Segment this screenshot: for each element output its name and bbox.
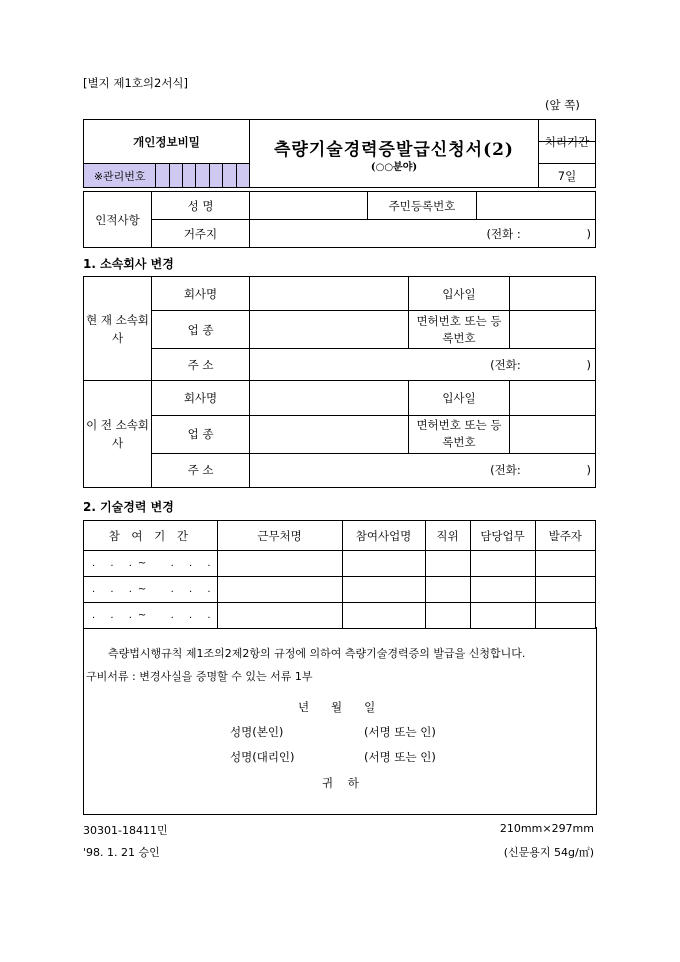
- company-name-field[interactable]: [250, 381, 409, 415]
- management-number-box[interactable]: [156, 164, 169, 188]
- client-field[interactable]: [535, 577, 595, 603]
- paper-type: (신문용지 54g/㎡): [503, 846, 594, 859]
- applicant-signature-note[interactable]: (서명 또는 인): [364, 725, 436, 739]
- license-label: 면허번호 또는 등록번호: [409, 311, 510, 349]
- join-date-label: 입사일: [409, 277, 510, 311]
- rrn-label: 주민등록번호: [368, 192, 477, 220]
- management-number-box[interactable]: [183, 164, 196, 188]
- personal-info-table: [83, 191, 596, 248]
- industry-field[interactable]: [250, 415, 409, 453]
- company-address-label: 주 소: [152, 453, 250, 487]
- position-field[interactable]: [425, 603, 470, 629]
- company-phone-hint: (전화: ): [490, 357, 591, 372]
- privacy-label: 개인정보비밀: [84, 120, 250, 164]
- client-field[interactable]: [535, 603, 595, 629]
- processing-divider: [539, 119, 596, 142]
- processing-period-value: 7일: [539, 164, 596, 188]
- workplace-field[interactable]: [217, 577, 342, 603]
- name-label: 성 명: [152, 192, 250, 220]
- required-documents: 구비서류 : 변경사실을 증명할 수 있는 서류 1부: [86, 670, 313, 683]
- paper-size: 210mm×297mm: [499, 822, 594, 835]
- column-header: 참여사업명: [342, 521, 425, 551]
- name-field[interactable]: [250, 192, 368, 220]
- agent-signature-note[interactable]: (서명 또는 인): [364, 750, 436, 764]
- section1-title: 1. 소속회사 변경: [83, 257, 174, 271]
- column-header: 참 여 기 간: [84, 521, 218, 551]
- recipient-line: 귀 하: [322, 776, 359, 790]
- date-line: 년 월 일: [298, 700, 376, 714]
- industry-field[interactable]: [250, 311, 409, 349]
- company-phone-hint: (전화: ): [490, 463, 591, 478]
- management-number-box[interactable]: [236, 164, 249, 188]
- management-number-box[interactable]: [223, 164, 236, 188]
- period-field[interactable]: . . .~ . . .: [84, 577, 218, 603]
- form-code: 30301-18411민: [83, 824, 168, 837]
- rrn-field[interactable]: [477, 192, 596, 220]
- workplace-field[interactable]: [217, 603, 342, 629]
- form-title: 측량기술경력증발급신청서(2): [274, 139, 514, 160]
- management-number-box[interactable]: [196, 164, 209, 188]
- company-address-label: 주 소: [152, 349, 250, 381]
- address-label: 거주지: [152, 220, 250, 248]
- statement-text: 측량법시행규칙 제1조의2제2항의 규정에 의하여 측량기술경력증의 발급을 신청합니다.: [108, 647, 526, 660]
- period-field[interactable]: . . .~ . . .: [84, 603, 218, 629]
- form-number-label: [별지 제1호의2서식]: [83, 76, 189, 90]
- management-number-box[interactable]: [169, 164, 182, 188]
- license-field[interactable]: [510, 311, 596, 349]
- column-header: 직위: [425, 521, 470, 551]
- period-field[interactable]: . . .~ . . .: [84, 551, 218, 577]
- duty-field[interactable]: [470, 603, 535, 629]
- column-header: 발주자: [535, 521, 595, 551]
- header-table: [83, 119, 596, 188]
- previous-company-label: 이 전 소속회사: [84, 381, 152, 488]
- processing-period-label: 처리기간: [539, 120, 596, 164]
- company-change-table: [83, 276, 596, 488]
- applicant-name-label: 성명(본인): [230, 725, 284, 739]
- duty-field[interactable]: [470, 551, 535, 577]
- title-cell: [250, 120, 539, 188]
- company-name-label: 회사명: [152, 277, 250, 311]
- section2-title: 2. 기술경력 변경: [83, 500, 174, 514]
- form-subtitle: (○○분야): [370, 161, 418, 173]
- license-label: 면허번호 또는 등록번호: [409, 415, 510, 453]
- join-date-field[interactable]: [510, 277, 596, 311]
- phone-hint: (전화 : ): [486, 226, 591, 241]
- company-address-field[interactable]: [250, 453, 596, 487]
- statement-box: [83, 627, 597, 815]
- industry-label: 업 종: [152, 415, 250, 453]
- approval-date: '98. 1. 21 승인: [83, 846, 160, 859]
- career-table: [83, 520, 596, 629]
- project-field[interactable]: [342, 603, 425, 629]
- position-field[interactable]: [425, 577, 470, 603]
- column-header: 담당업무: [470, 521, 535, 551]
- position-field[interactable]: [425, 551, 470, 577]
- personal-section-label: 인적사항: [84, 192, 152, 248]
- address-field[interactable]: [250, 220, 596, 248]
- duty-field[interactable]: [470, 577, 535, 603]
- client-field[interactable]: [535, 551, 595, 577]
- join-date-label: 입사일: [409, 381, 510, 415]
- project-field[interactable]: [342, 577, 425, 603]
- page-side-label: (앞 쪽): [545, 98, 580, 112]
- industry-label: 업 종: [152, 311, 250, 349]
- column-header: 근무처명: [217, 521, 342, 551]
- management-number-label: ※관리번호: [84, 164, 156, 188]
- project-field[interactable]: [342, 551, 425, 577]
- company-name-label: 회사명: [152, 381, 250, 415]
- current-company-label: 현 재 소속회사: [84, 277, 152, 381]
- license-field[interactable]: [510, 415, 596, 453]
- agent-name-label: 성명(대리인): [230, 750, 295, 764]
- company-address-field[interactable]: [250, 349, 596, 381]
- company-name-field[interactable]: [250, 277, 409, 311]
- management-number-box[interactable]: [209, 164, 222, 188]
- join-date-field[interactable]: [510, 381, 596, 415]
- workplace-field[interactable]: [217, 551, 342, 577]
